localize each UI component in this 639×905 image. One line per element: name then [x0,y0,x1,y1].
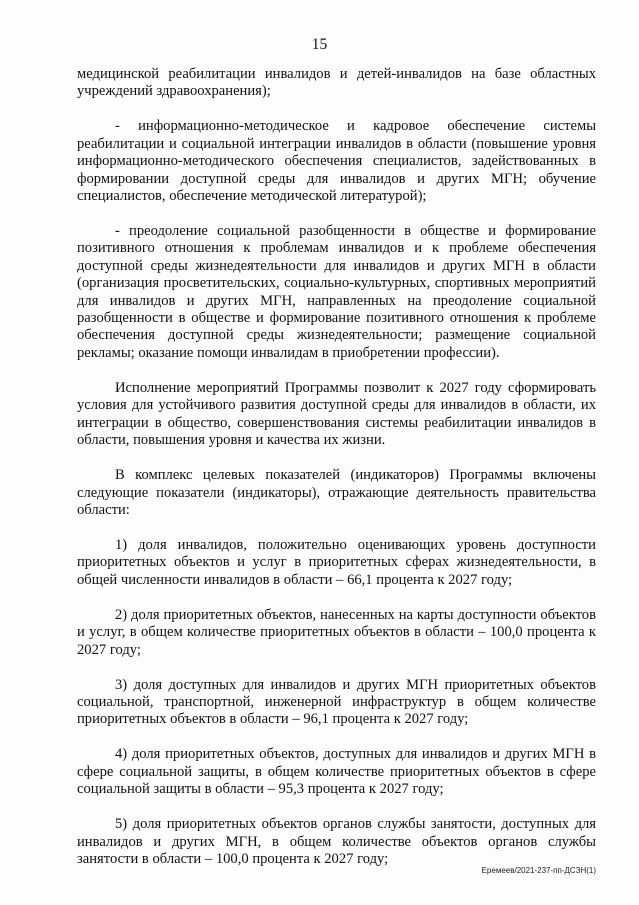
paragraph-indicator-2: 2) доля приоритетных объектов, нанесенных на карты доступности объектов и услуг, в общем количестве приоритетных объектов в области – 100,0 процента к 2027 году; [77,606,596,658]
document-reference-code: Еремеев/2021-237-пп-ДСЗН(1) [481,866,596,875]
document-body [77,66,596,886]
paragraph-indicator-5: 5) доля приоритетных объектов органов службы занятости, доступных для инвалидов и других МГН, в общем количестве объектов органов службы занятости в области – 100,0 процента к 2027 году; [77,816,596,867]
page-number: 15 [311,36,328,53]
paragraph-list-item-methodical-support: - информационно-методическое и кадровое обеспечение системы реабилитации и социальной интеграции инвалидов в области (повышение уровня информационно-методического обеспечения специалистов, задействованных в формировании доступной среды для инвалидов и других МГН; обучение специалистов, обеспечение методической литературой); [77,118,596,205]
paragraph-indicator-3: 3) доля доступных для инвалидов и других МГН приоритетных объектов социальной, транспортной, инженерной инфраструктур в общем количестве приоритетных объектов в области – 96,1 процента к 2027 году; [77,676,596,728]
paragraph-indicators-intro: В комплекс целевых показателей (индикаторов) Программы включены следующие показатели (индикаторы), отражающие деятельность правительства области: [77,467,596,518]
paragraph-indicator-1: 1) доля инвалидов, положительно оценивающих уровень доступности приоритетных объектов и услуг в приоритетных сферах жизнедеятельности, в общей численности инвалидов в области – 66,1 процента к 2027 году; [77,536,596,588]
paragraph-list-item-social-integration: - преодоление социальной разобщенности в обществе и формирование позитивного отношения к проблемам инвалидов и к проблеме обеспечения доступной среды жизнедеятельности для инвалидов и других МГН в области (организация просветительских, социально-культурных, спортивных мероприятий для инвалидов и других МГН, направленных на преодоление социальной разобщенности в обществе и формирование позитивного отношения к проблеме обеспечения доступной среды жизнедеятельности; размещение социальной рекламы; оказание помощи инвалидам в приобретении профессии). [77,223,596,361]
paragraph-continuation: медицинской реабилитации инвалидов и детей-инвалидов на базе областных учреждений здравоохранения); [77,66,596,100]
paragraph-indicator-4: 4) доля приоритетных объектов, доступных для инвалидов и других МГН в сфере социальной защиты, в общем количестве приоритетных объектов в сфере социальной защиты в области – 95,3 процента к 2027 году; [77,746,596,798]
paragraph-program-outcome: Исполнение мероприятий Программы позволит к 2027 году сформировать условия для устойчивого развития доступной среды для инвалидов в области, их интеграции в общество, совершенствования системы реабилитации инвалидов в области, повышения уровня и качества их жизни. [77,379,596,449]
